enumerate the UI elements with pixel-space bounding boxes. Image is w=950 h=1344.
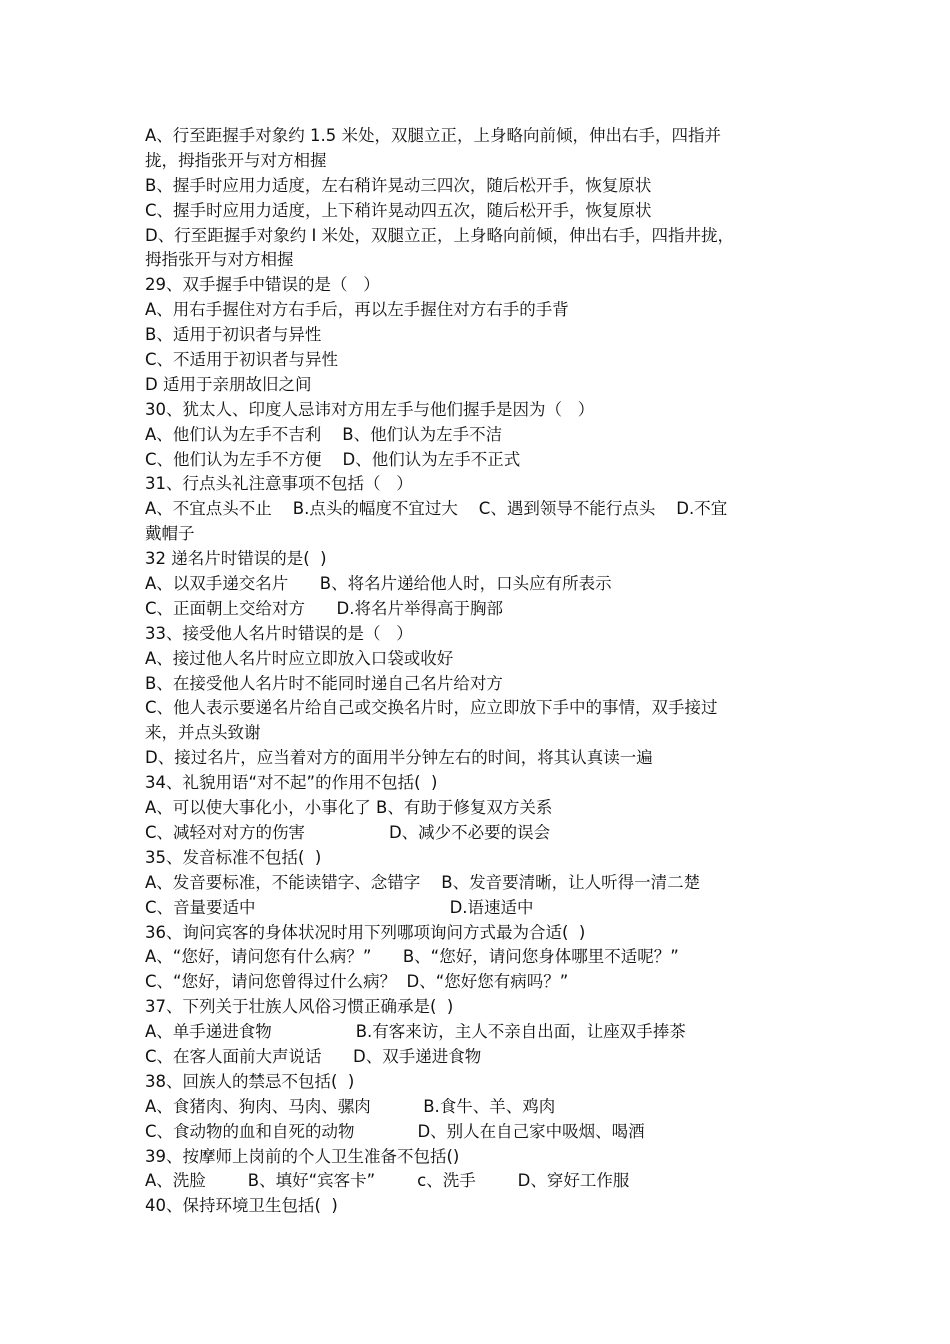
- text-line: 29、双手握手中错误的是（ ）: [145, 275, 380, 295]
- text-line: C、握手时应用力适度，上下稍许晃动四五次，随后松开手，恢复原状: [145, 200, 652, 220]
- text-line: 39、按摩师上岗前的个人卫生准备不包括(): [145, 1146, 460, 1166]
- text-line: C、减轻对对方的伤害 D、减少不必要的误会: [145, 822, 551, 842]
- text-line: 35、发音标准不包括( ): [145, 847, 322, 867]
- text-line: C、他们认为左手不方便 D、他们认为左手不正式: [145, 449, 521, 469]
- text-line: B、握手时应用力适度，左右稍许晃动三四次，随后松开手，恢复原状: [145, 175, 652, 195]
- text-line: 38、回族人的禁忌不包括( ): [145, 1071, 355, 1091]
- text-line: A、“您好，请问您有什么病？” B、“您好，请问您身体哪里不适呢？”: [145, 947, 679, 967]
- text-line: B、适用于初识者与异性: [145, 325, 322, 345]
- document-page: [145, 124, 825, 1219]
- text-line: A、食猪肉、狗肉、马肉、骡肉 B.食牛、羊、鸡肉: [145, 1096, 556, 1116]
- text-line: D、行至距握手对象约 I 米处，双腿立正，上身略向前倾，伸出右手，四指井拢，: [145, 225, 735, 245]
- text-line: A、用右手握住对方右手后，再以左手握住对方右手的手背: [145, 300, 569, 320]
- text-line: A、单手递进食物 B.有客来访，主人不亲自出面，让座双手捧茶: [145, 1022, 686, 1042]
- text-line: A、以双手递交名片 B、将名片递给他人时，口头应有所表示: [145, 574, 612, 594]
- text-line: C、在客人面前大声说话 D、双手递进食物: [145, 1046, 482, 1066]
- text-line: B、在接受他人名片时不能同时递自己名片给对方: [145, 673, 503, 693]
- text-line: D、接过名片，应当着对方的面用半分钟左右的时间，将其认真读一遍: [145, 748, 653, 768]
- text-line: C、音量要适中 D.语速适中: [145, 897, 534, 917]
- text-line: A、行至距握手对象约 1.5 米处，双腿立正，上身略向前倾，伸出右手，四指并: [145, 126, 722, 145]
- text-line: A、可以使大事化小，小事化了 B、有助于修复双方关系: [145, 798, 553, 818]
- text-line: A、洗脸 B、填好“宾客卡” c、洗手 D、穿好工作服: [145, 1171, 630, 1191]
- text-line: 34、礼貌用语“对不起”的作用不包括( ): [145, 773, 438, 793]
- text-line: C、他人表示要递名片给自己或交换名片时，应立即放下手中的事情，双手接过: [145, 698, 718, 718]
- text-line: 戴帽子: [145, 524, 195, 544]
- text-line: 31、行点头礼注意事项不包括（ ）: [145, 474, 413, 494]
- text-line: A、接过他人名片时应立即放入口袋或收好: [145, 648, 454, 668]
- text-line: 32 递名片时错误的是( ): [145, 549, 327, 569]
- text-line: 来，并点头致谢: [145, 723, 261, 743]
- text-line: A、他们认为左手不吉利 B、他们认为左手不洁: [145, 424, 503, 444]
- text-line: C、不适用于初识者与异性: [145, 350, 339, 370]
- text-line: C、食动物的血和自死的动物 D、别人在自己家中吸烟、喝酒: [145, 1121, 645, 1141]
- text-line: 拢，拇指张开与对方相握: [145, 150, 327, 170]
- text-line: C、正面朝上交给对方 D.将名片举得高于胸部: [145, 598, 503, 618]
- text-line: 37、下列关于壮族人风俗习惯正确承是( ): [145, 997, 454, 1017]
- text-line: 40、保持环境卫生包括( ): [145, 1196, 338, 1216]
- text-line: 33、接受他人名片时错误的是（ ）: [145, 623, 413, 643]
- text-line: A、不宜点头不止 B.点头的幅度不宜过大 C、遇到领导不能行点头 D.不宜: [145, 499, 728, 519]
- text-line: D 适用于亲朋故旧之间: [145, 374, 312, 394]
- text-line: 36、询问宾客的身体状况时用下列哪项询问方式最为合适( ): [145, 922, 586, 942]
- text-line: 30、犹太人、印度人忌讳对方用左手与他们握手是因为（ ）: [145, 399, 595, 419]
- text-line: 拇指张开与对方相握: [145, 250, 294, 270]
- text-line: A、发音要标准，不能读错字、念错字 B、发音要清晰，让人听得一清二楚: [145, 872, 701, 892]
- text-line: C、“您好，请问您曾得过什么病？ D、“您好您有病吗？”: [145, 972, 569, 992]
